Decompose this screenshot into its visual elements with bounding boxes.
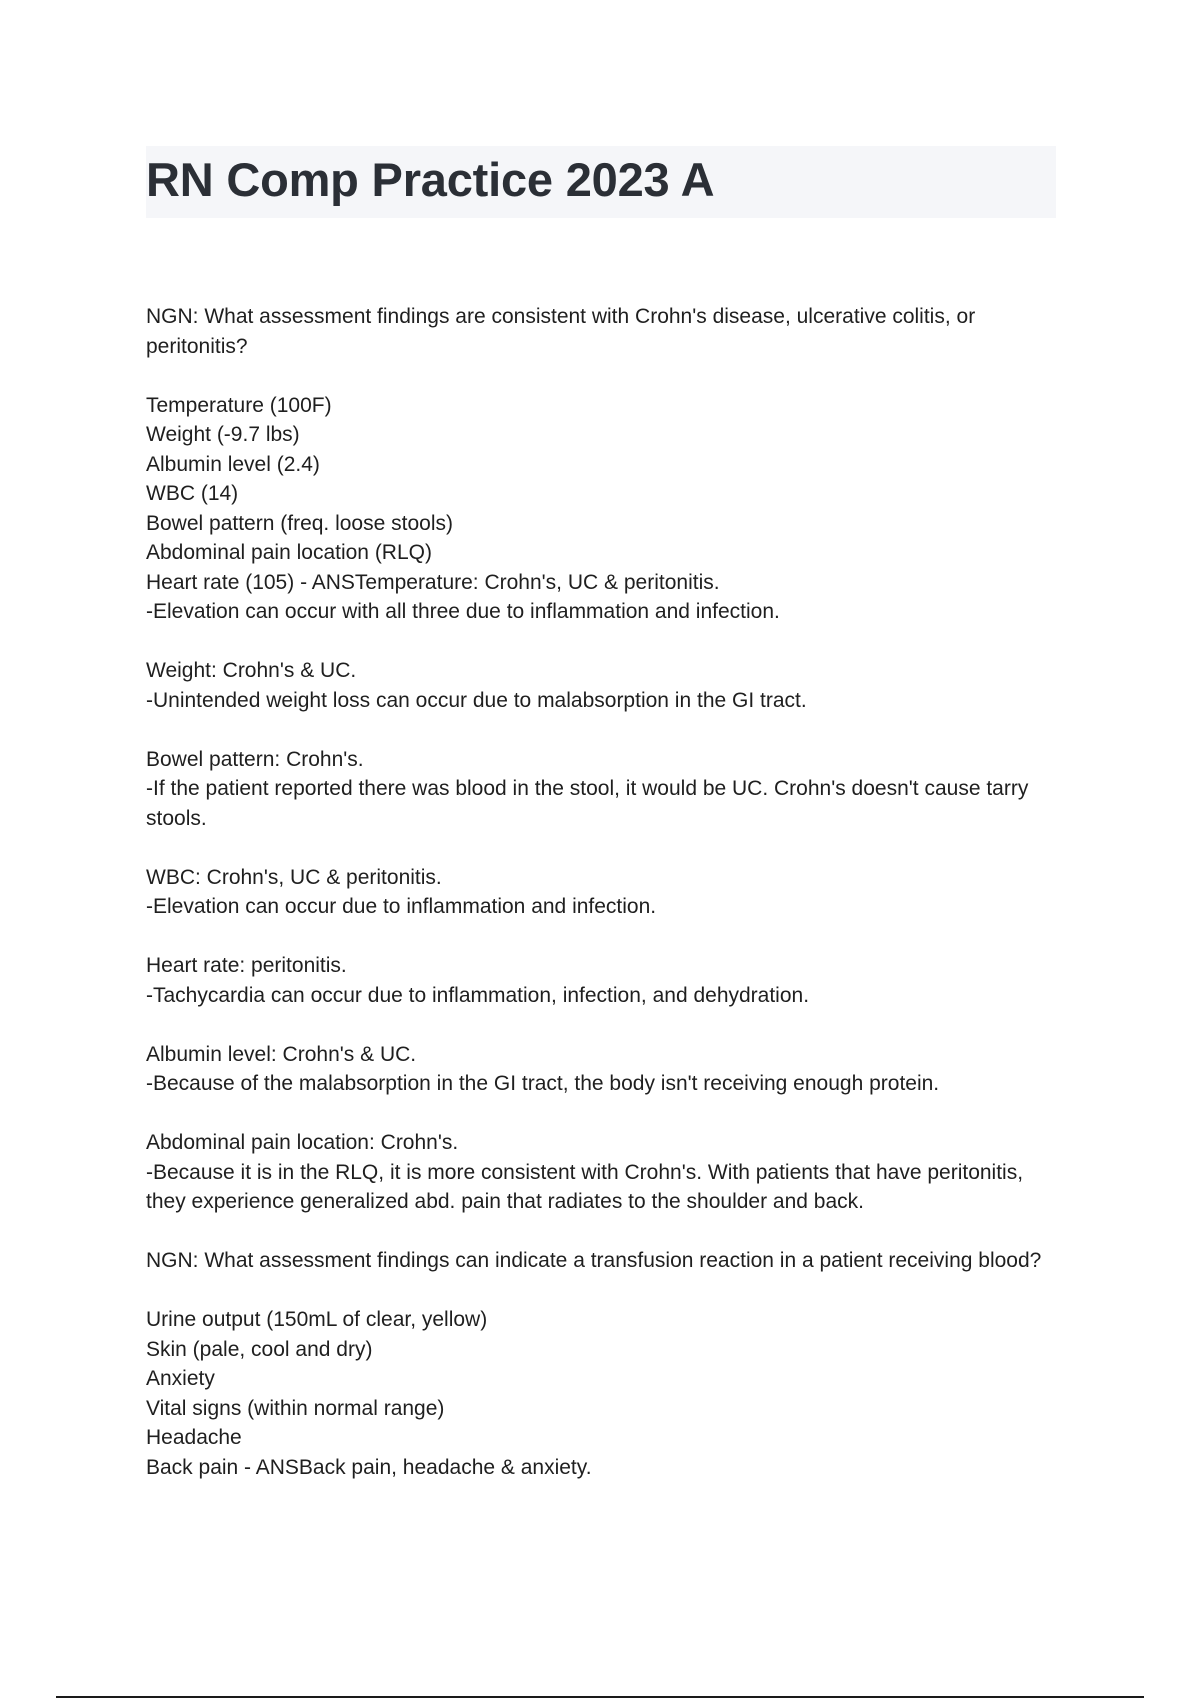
option-line: Anxiety [146, 1367, 215, 1390]
document-body [146, 302, 1046, 1512]
answer-albumin [146, 1040, 1046, 1099]
option-line: Headache [146, 1426, 242, 1449]
answer-abdominal-pain [146, 1128, 1046, 1217]
answer-bowel-pattern [146, 745, 1046, 834]
option-line: Heart rate (105) - ANSTemperature: Crohn's, UC & peritonitis. [146, 570, 720, 594]
answer-heading: Bowel pattern: Crohn's. [146, 747, 364, 771]
answer-heading: WBC: Crohn's, UC & peritonitis. [146, 865, 442, 889]
option-line: Vital signs (within normal range) [146, 1396, 445, 1420]
option-line: Weight (-9.7 lbs) [146, 423, 300, 446]
answer-detail: -Tachycardia can occur due to inflammation, infection, and dehydration. [146, 983, 810, 1007]
question-1-text: NGN: What assessment findings are consistent with Crohn's disease, ulcerative colitis, or peritonitis? [146, 305, 976, 358]
answer-detail: -Unintended weight loss can occur due to malabsorption in the GI tract. [146, 688, 807, 712]
document-title: RN Comp Practice 2023 A [146, 153, 715, 206]
answer-detail: -Because of the malabsorption in the GI tract, the body isn't receiving enough protein. [146, 1072, 940, 1095]
option-line: Skin (pale, cool and dry) [146, 1337, 373, 1361]
option-line: Bowel pattern (freq. loose stools) [146, 511, 453, 535]
option-line: Urine output (150mL of clear, yellow) [146, 1308, 488, 1331]
option-line: Temperature (100F) [146, 393, 332, 417]
answer-heading: Weight: Crohn's & UC. [146, 659, 357, 682]
footer-divider [56, 1696, 1144, 1698]
title-banner [146, 146, 1056, 218]
answer-heading: Heart rate: peritonitis. [146, 954, 347, 977]
option-line: Albumin level (2.4) [146, 452, 320, 476]
option-line: WBC (14) [146, 482, 239, 505]
answer-detail: -Because it is in the RLQ, it is more consistent with Crohn's. With patients that have peritonitis, they experience generalized abd. pain that radiates to the shoulder and back. [146, 1160, 1024, 1213]
question-2 [146, 1246, 1046, 1276]
option-line: Abdominal pain location (RLQ) [146, 541, 432, 564]
option-line: -Elevation can occur with all three due to inflammation and infection. [146, 600, 780, 623]
question-1 [146, 302, 1046, 361]
answer-heading: Albumin level: Crohn's & UC. [146, 1042, 417, 1066]
answer-detail: -If the patient reported there was blood in the stool, it would be UC. Crohn's doesn't cause tarry stools. [146, 777, 1029, 830]
answer-heading: Abdominal pain location: Crohn's. [146, 1131, 459, 1154]
answer-detail: -Elevation can occur due to inflammation and infection. [146, 895, 657, 918]
question-2-text: NGN: What assessment findings can indicate a transfusion reaction in a patient receiving blood? [146, 1249, 1042, 1272]
answer-heart-rate [146, 951, 1046, 1010]
option-line: Back pain - ANSBack pain, headache & anxiety. [146, 1455, 592, 1479]
question-1-options [146, 391, 1046, 627]
answer-weight [146, 656, 1046, 715]
question-2-options [146, 1305, 1046, 1482]
answer-wbc [146, 863, 1046, 922]
